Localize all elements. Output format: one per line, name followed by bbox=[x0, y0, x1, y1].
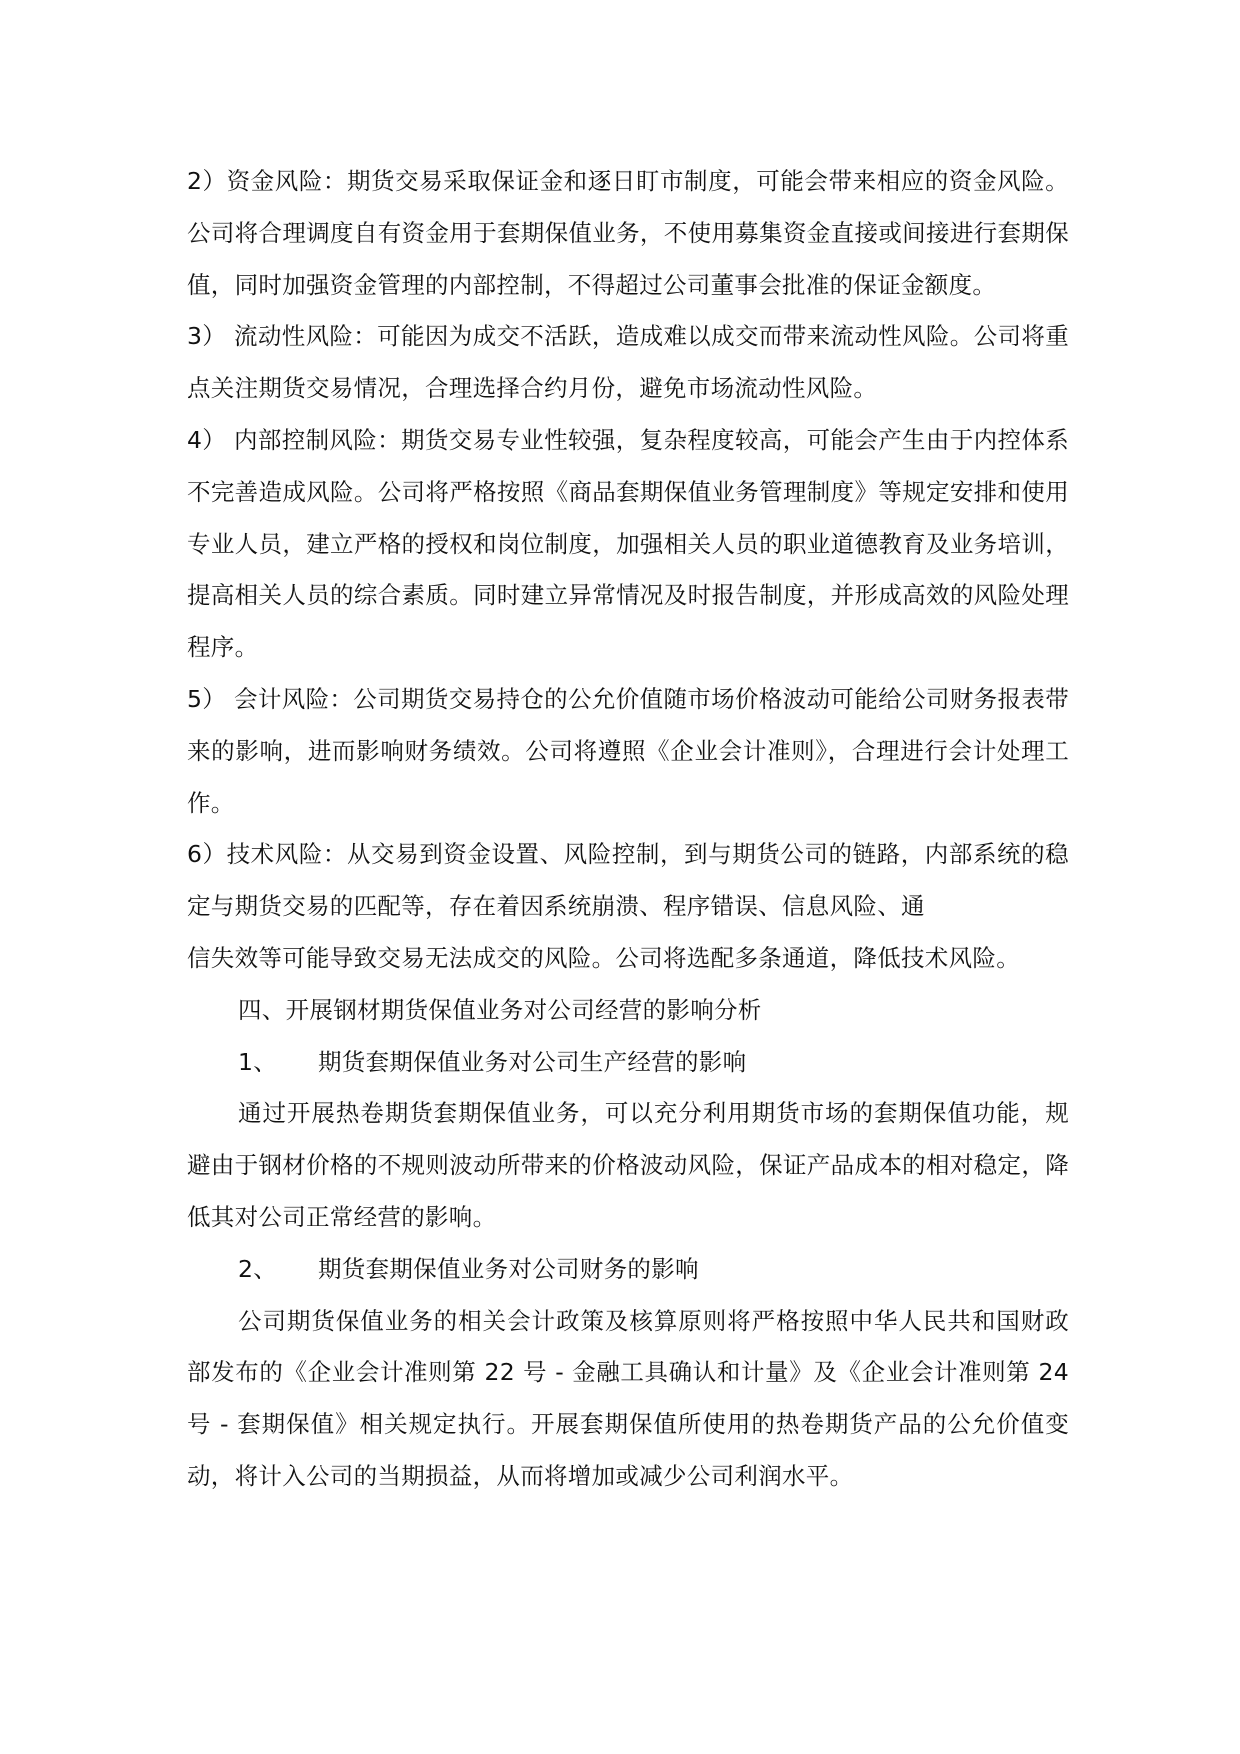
paragraph-technical-risk-line1: 6）技术风险：从交易到资金设置、风险控制，到与期货公司的链路，内部系统的稳定与期货交易的匹配等，存在着因系统崩溃、程序错误、信息风险、通 bbox=[187, 840, 1069, 921]
subheading-number: 2、 bbox=[238, 1254, 278, 1283]
paragraph-liquidity-risk: 3） 流动性风险：可能因为成交不活跃，造成难以成交而带来流动性风险。公司将重点关注期货交易情况，合理选择合约月份，避免市场流动性风险。 bbox=[187, 322, 1069, 403]
subheading-number: 1、 bbox=[238, 1047, 278, 1076]
paragraph-accounting-risk: 5） 会计风险：公司期货交易持仓的公允价值随市场价格波动可能给公司财务报表带来的影响，进而影响财务绩效。公司将遵照《企业会计准则》，合理进行会计处理工作。 bbox=[187, 684, 1069, 817]
paragraph-fund-risk: 2）资金风险：期货交易采取保证金和逐日盯市制度，可能会带来相应的资金风险。公司将合理调度自有资金用于套期保值业务，不使用募集资金直接或间接进行套期保值，同时加强资金管理的内部控制，不得超过公司董事会批准的保证金额度。 bbox=[187, 167, 1069, 299]
paragraph-financial-impact: 公司期货保值业务的相关会计政策及核算原则将严格按照中华人民共和国财政部发布的《企业会计准则第 22 号 - 金融工具确认和计量》及《企业会计准则第 24 号 - 套期保值》相关规定执行。开展套期保值所使用的热卷期货产品的公允价值变动，将计入公司的当期损益，从而将增加或减少公司利润水平。 bbox=[187, 1306, 1069, 1490]
subheading-title: 期货套期保值业务对公司财务的影响 bbox=[318, 1254, 699, 1283]
section-heading: 四、开展钢材期货保值业务对公司经营的影响分析 bbox=[238, 995, 762, 1024]
paragraph-technical-risk-line2: 信失效等可能导致交易无法成交的风险。公司将选配多条通道，降低技术风险。 bbox=[187, 943, 1020, 972]
subheading-financial-impact bbox=[187, 1244, 1069, 1296]
subheading-production-impact bbox=[187, 1037, 1069, 1089]
paragraph-internal-control-risk: 4） 内部控制风险：期货交易专业性较强，复杂程度较高，可能会产生由于内控体系不完善造成风险。公司将严格按照《商品套期保值业务管理制度》等规定安排和使用专业人员，建立严格的授权和岗位制度，加强相关人员的职业道德教育及业务培训，提高相关人员的综合素质。同时建立异常情况及时报告制度，并形成高效的风险处理程序。 bbox=[187, 425, 1069, 662]
paragraph-production-impact: 通过开展热卷期货套期保值业务，可以充分利用期货市场的套期保值功能，规避由于钢材价格的不规则波动所带来的价格波动风险，保证产品成本的相对稳定，降低其对公司正常经营的影响。 bbox=[187, 1099, 1069, 1231]
subheading-title: 期货套期保值业务对公司生产经营的影响 bbox=[318, 1047, 747, 1076]
document-body bbox=[187, 156, 1069, 1503]
